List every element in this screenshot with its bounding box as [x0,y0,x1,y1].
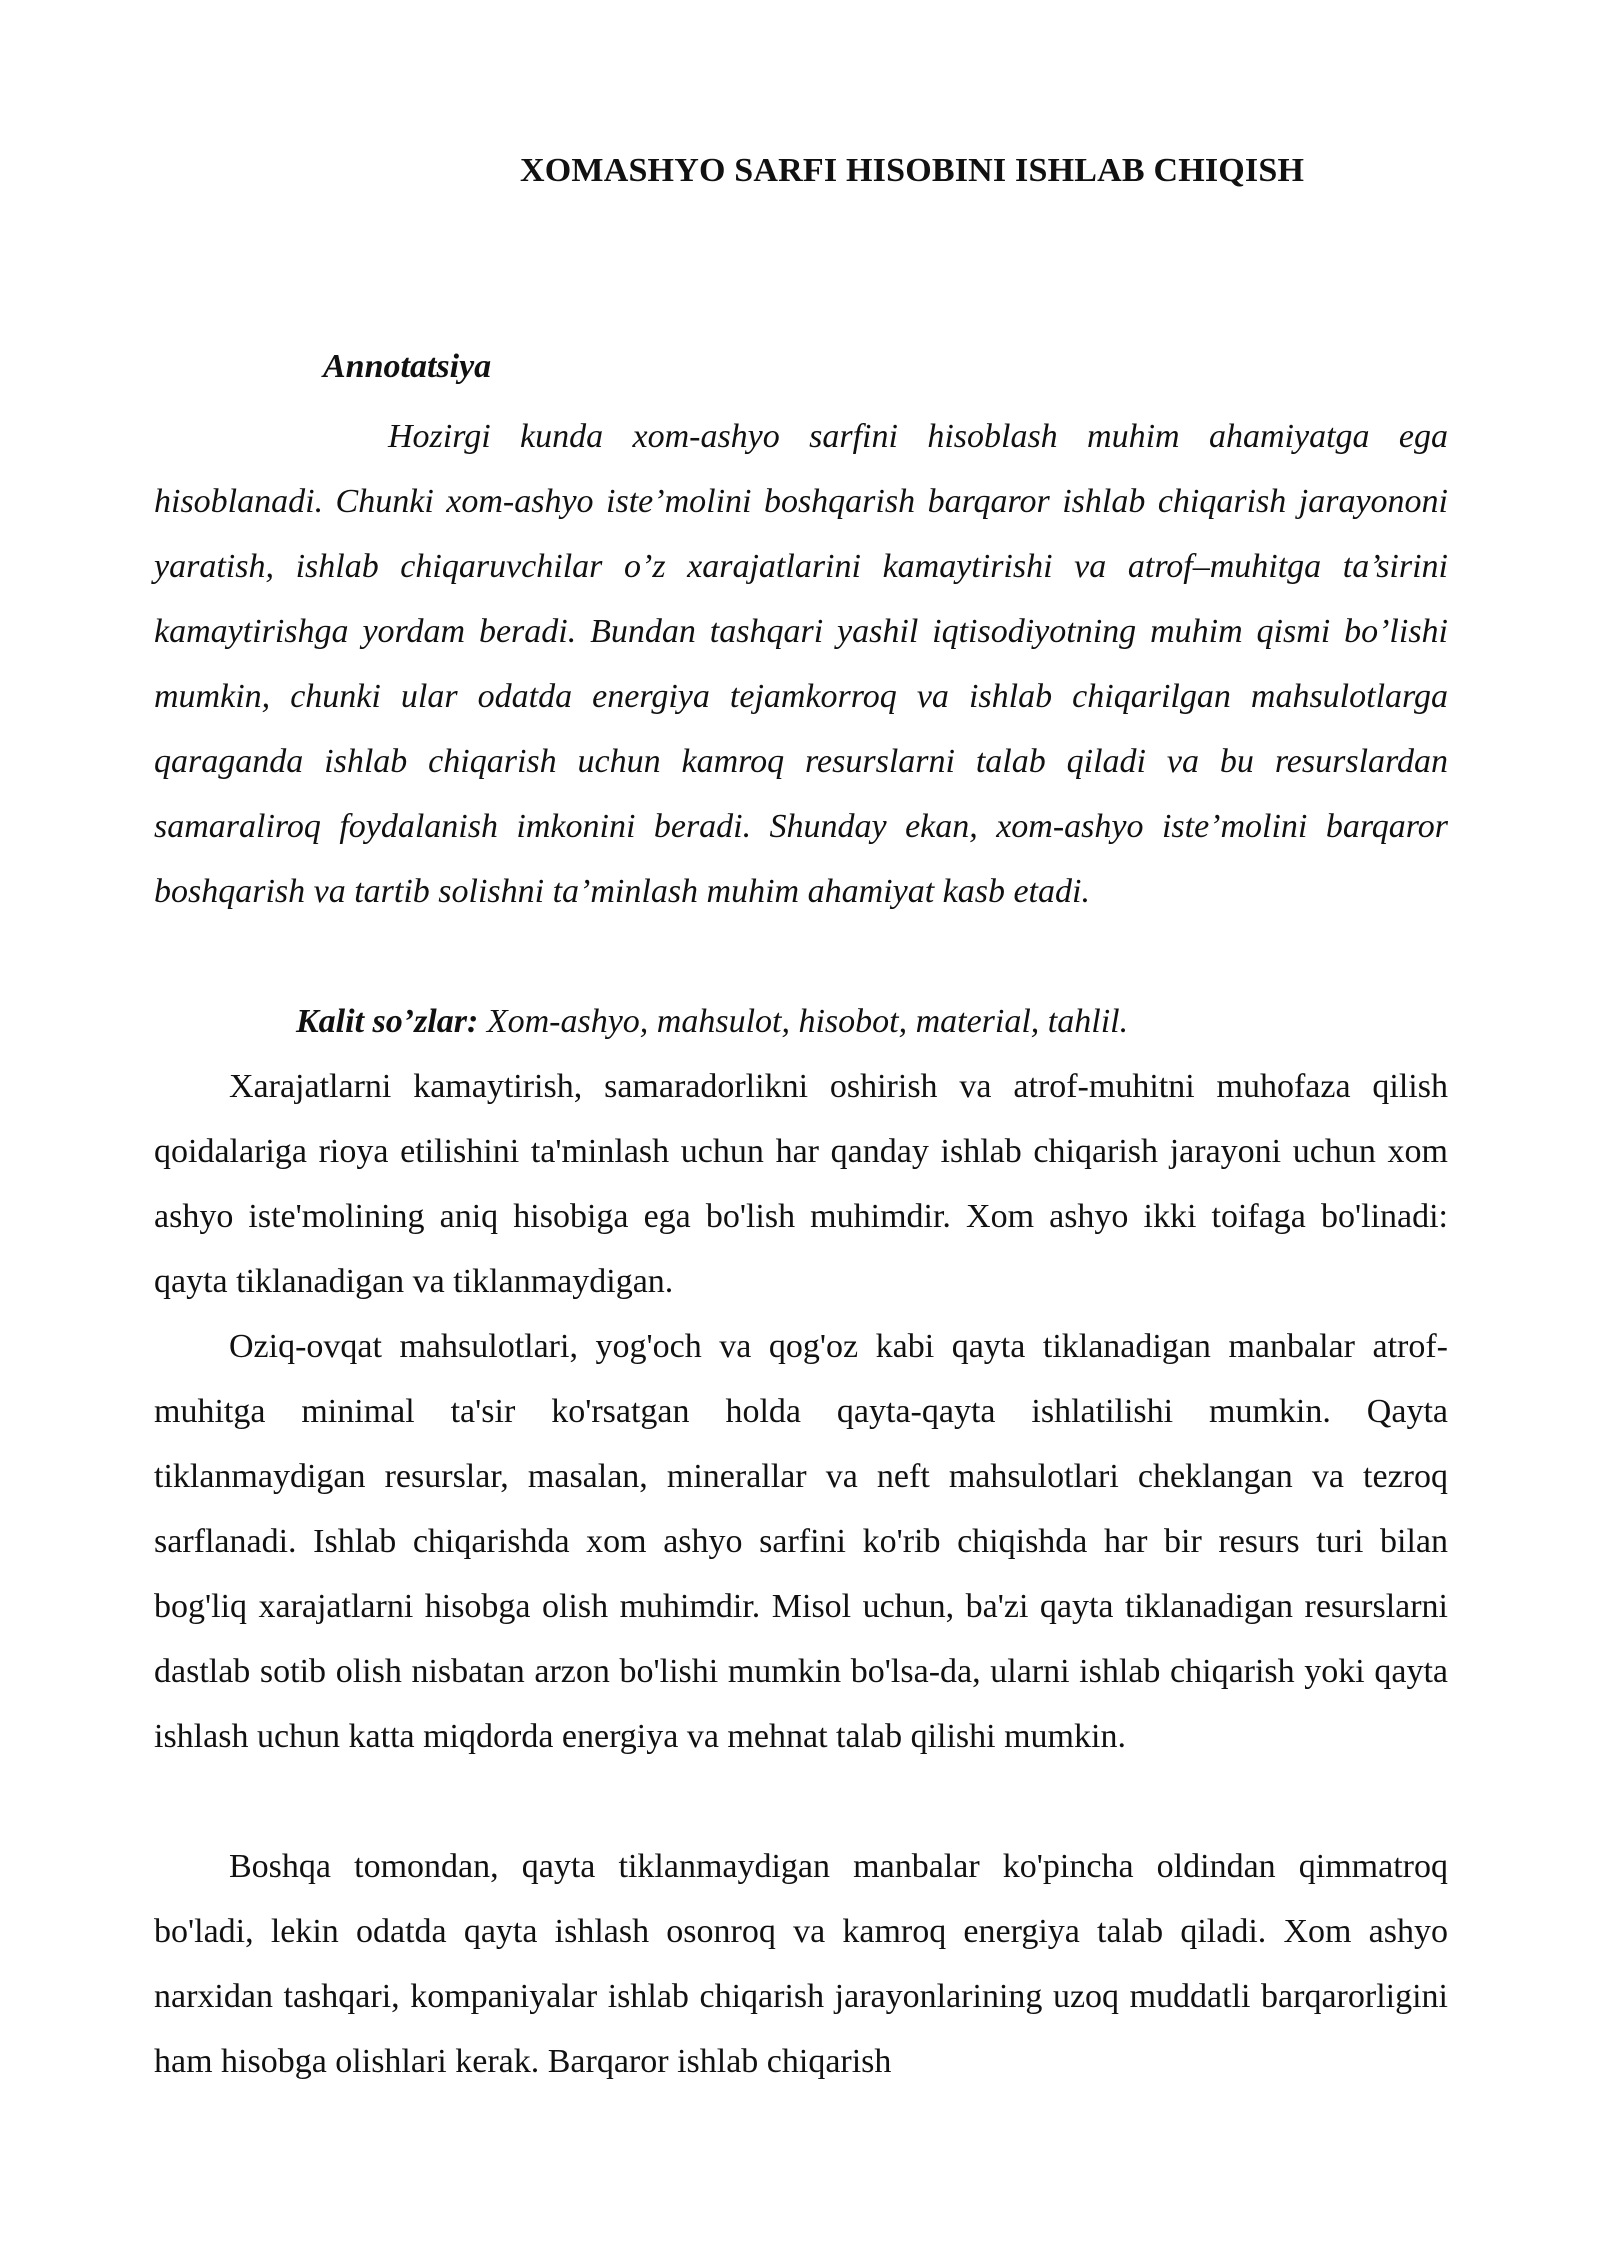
keywords-label: Kalit so’zlar: [296,1003,479,1040]
keywords-text: Xom-ashyo, mahsulot, hisobot, material, tahlil. [478,1003,1129,1040]
body-paragraph-3: Boshqa tomondan, qayta tiklanmaydigan manbalar ko'pincha oldindan qimmatroq bo'ladi, lekin odatda qayta ishlash osonroq va kamroq energiya talab qiladi. Xom ashyo narxidan tashqari, kompaniyalar ishlab chiqarish jarayonlarining uzoq muddatli barqarorligini ham hisobga olishlari kerak. Barqaror ishlab chiqarish [154,1848,1448,2080]
body-paragraph-1: Xarajatlarni kamaytirish, samaradorlikni oshirish va atrof-muhitni muhofaza qilish qoidalariga rioya etilishini ta'minlash uchun har qanday ishlab chiqarish jarayoni uchun xom ashyo iste'molining aniq hisobiga ega bo'lish muhimdir. Xom ashyo ikki toifaga bo'linadi: qayta tiklanadigan va tiklanmaydigan. [154,1068,1448,1300]
abstract-paragraph: Hozirgi kunda xom-ashyo sarfini hisoblash muhim ahamiyatga ega hisoblanadi. Chunki xom-ashyo iste’molini boshqarish barqaror ishlab chiqarish jarayononi yaratish, ishlab chiqaruvchilar o’z xarajatlarini kamaytirishi va atrof–muhitga ta’sirini kamaytirishga yordam beradi. Bundan tashqari yashil iqtisodiyotning muhim qismi bo’lishi mumkin, chunki ular odatda energiya tejamkorroq va ishlab chiqarilgan mahsulotlarga qaraganda ishlab chiqarish uchun kamroq resurslarni talab qiladi va bu resurslardan samaraliroq foydalanish imkonini beradi. Shunday ekan, xom-ashyo iste’molini barqaror boshqarish va tartib solishni ta’minlash muhim ahamiyat kasb etadi. [154,418,1448,910]
document-title: XOMASHYO SARFI HISOBINI ISHLAB CHIQISH [520,152,1305,189]
body-paragraph-2: Oziq-ovqat mahsulotlari, yog'och va qog'oz kabi qayta tiklanadigan manbalar atrof-muhitga minimal ta'sir ko'rsatgan holda qayta-qayta ishlatilishi mumkin. Qayta tiklanmaydigan resurslar, masalan, minerallar va neft mahsulotlari cheklangan va tezroq sarflanadi. Ishlab chiqarishda xom ashyo sarfini ko'rib chiqishda har bir resurs turi bilan bog'liq xarajatlarni hisobga olish muhimdir. Misol uchun, ba'zi qayta tiklanadigan resurslarni dastlab sotib olish nisbatan arzon bo'lishi mumkin bo'lsa-da, ularni ishlab chiqarish yoki qayta ishlash uchun katta miqdorda energiya va mehnat talab qilishi mumkin. [154,1328,1448,1755]
keywords-line [154,989,1448,1054]
annotation-heading: Annotatsiya [323,348,492,385]
